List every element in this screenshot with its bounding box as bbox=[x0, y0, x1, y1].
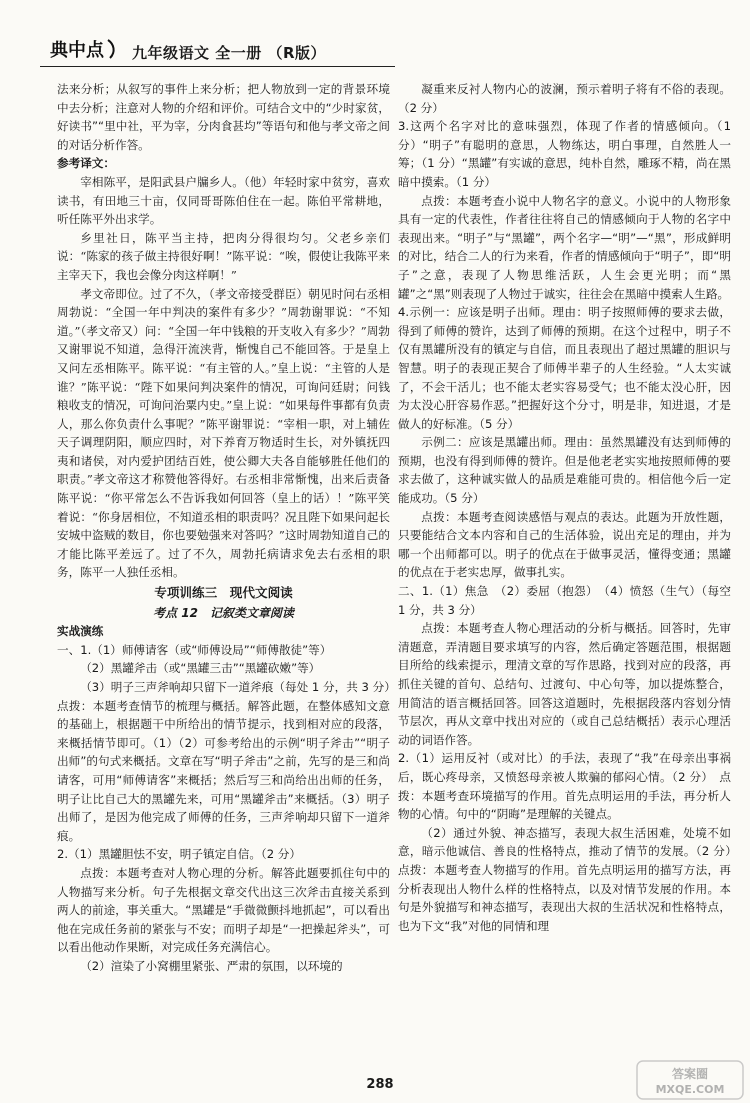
watermark-logo-icon bbox=[636, 1060, 744, 1100]
book-logo-icon bbox=[48, 36, 120, 62]
translation-paragraph-2: 乡里社日，陈平当主持，把肉分得很均匀。父老乡亲们说：“陈家的孩子做主持很好啊！”陈平说：“唉，假使让我陈平来主宰天下，我也会像分肉这样啊！” bbox=[57, 230, 390, 282]
part2-q1-answer: 二、1.（1）焦急 （2）委屈（抱怨） （4）愤怒（生气）（每空 1 分，共 3 分） bbox=[398, 584, 731, 617]
q3-answer: 3.这两个名字对比的意味强烈，体现了作者的情感倾向。（1 分）“明子”有聪明的意思，人物练达，明白事理，自然胜人一筹；（1 分）“黑罐”有实诚的意思，纯朴自然，雕琢不精，尚在黑暗中摸索。（1 分） bbox=[398, 119, 731, 189]
q1-answer-1: 一、1.（1）师傅请客（或“师傅设局”“师傅散徒”等） bbox=[57, 642, 332, 657]
book-title: 九年级语文 全一册 （R版） bbox=[132, 44, 326, 62]
right-column bbox=[398, 80, 743, 935]
kaodian-title: 考点 12 记叙类文章阅读 bbox=[153, 605, 294, 620]
section-title: 专项训练三 现代文阅读 bbox=[154, 585, 293, 601]
intro-paragraph: 法来分析；从叙写的事件上来分析；把人物放到一定的背景环境中去分析；注意对人物的介绍和评价。可结合文中的“少时家贫，好读书”“里中社，平为宰，分肉食甚均”等语句和他与孝文帝之间的对话分析作答。 bbox=[57, 82, 390, 152]
reference-translation-title: 参考译文： bbox=[57, 156, 115, 171]
q3-explanation: 点拨：本题考查小说中人物名字的意义。小说中的人物形象具有一定的代表性，作者往往将自己的情感倾向于人物的名字中表现出来。“明子”与“黑罐”，两个名字—“明”—“黑”，形成鲜明的对比，结合二人的行为来看，作者的情感倾向于“明子”，即“明子”之意，表现了人物思维活跃，人生会更光明；而“黑罐”之“黑”则表现了人物过于诚实，往往会在黑暗中摸索人生路。 bbox=[398, 193, 731, 301]
q4-example-1: 4.示例一：应该是明子出师。理由：明子按照师傅的要求去做，得到了师傅的赞许，达到了师傅的预期。在这个过程中，明子不仅有黑罐所没有的镇定与自信，而且表现出了超过黑罐的胆识与智慧。明子的表现正契合了师傅半辈子的人生经验。“人太实诚了，不会干活儿；也不能太老实容易受气；也不能太没心肝，因为太没心肝容易作恶。”把握好这个分寸，明是非，知进退，才是做人的好标准。（5 分） bbox=[398, 305, 731, 431]
q2-answer-2: （2）渲染了小窝棚里紧张、严肃的氛围，以环境的 bbox=[80, 958, 343, 973]
q2-explanation: 点拨：本题考查对人物心理的分析。解答此题要抓住句中的人物描写来分析。句子先根据文章交代出这三次斧击直接关系到两人的前途，事关重大。“黑罐是“手微微颤抖地抓起”，可以看出他在完成任务前的紧张与不安；而明子却是“一把操起斧头”，可以看出他动作果断，对完成任务充满信心。 bbox=[57, 865, 390, 955]
svg-text:典中点: 典中点 bbox=[50, 40, 104, 61]
practice-title: 实战演练 bbox=[57, 624, 104, 639]
part2-q2-answer-1: 2.（1）运用反衬（或对比）的手法，表现了“我”在母亲出事祸后，既心疼母亲，又愤怒母亲被人欺骗的郁闷心情。（2 分） 点拨：本题考查环境描写的作用。首先点明运用的手法，再分析人物的心情。句中的“阴晦”是理解的关键点。 bbox=[398, 751, 731, 822]
svg-text:MXQE.COM: MXQE.COM bbox=[655, 1083, 725, 1096]
header-rule bbox=[40, 66, 395, 67]
page-header bbox=[0, 0, 750, 62]
left-column bbox=[57, 80, 402, 976]
svg-text:答案圈: 答案圈 bbox=[671, 1067, 709, 1081]
right-top-paragraph: 凝重来反衬人物内心的波澜，预示着明子将有不俗的表现。（2 分） bbox=[398, 82, 731, 115]
q4-explanation: 点拨：本题考查阅读感悟与观点的表达。此题为开放性题，只要能结合文本内容和自己的生活体验，说出充足的理由，并为哪一个出师都可以。明子的优点在于做事灵活，懂得变通；黑罐的优点在于老实忠厚，做事扎实。 bbox=[398, 509, 731, 580]
translation-paragraph-3: 孝文帝即位。过了不久，（孝文帝接受群臣）朝见时问右丞相周勃说：“全国一年中判决的案件有多少？”周勃谢罪说：“不知道。”（孝文帝又）问：“全国一年中钱粮的开支收入有多少？”周勃又谢罪说不知道，急得汗流浃背，惭愧自己不能回答。于是皇上又问左丞相陈平。陈平说：“有主管的人。”皇上说：“主管的人是谁？”陈平说：“陛下如果问判决案件的情况，可询问廷尉；问钱粮收支的情况，可询问治粟内史。”皇上说：“如果每件事都有负责人，那么你负责什么事呢？”陈平谢罪说：“宰相一职，对上辅佐天子调理阴阳，顺应四时，对下养育万物适时生长，对外镇抚四夷和诸侯，对内爱护团结百姓，使公卿大夫各自能够胜任他们的职责。”孝文帝这才称赞他答得好。右丞相非常惭愧，出来后责备陈平说：“你平常怎么不告诉我如何回答（皇上的话）！”陈平笑着说：“你身居相位，不知道丞相的职责吗？况且陛下如果问起长安城中盗贼的数目，你也要勉强来对答吗？”这时周勃知道自己的才能比陈平差远了。过了不久，周勃托病请求免去右丞相的职务，陈平一人独任丞相。 bbox=[57, 286, 390, 580]
q1-answer-2: （2）黑罐斧击（或“黑罐三击”“黑罐砍嫩”等） bbox=[80, 661, 321, 676]
part2-q1-explanation: 点拨：本题考查人物心理活动的分析与概括。回答时，先审清题意，弄清题目要求填写的内容，然后确定答题范围，根据题目所给的线索提示，理清文章的写作思路，找到对应的段落，再抓住关键的首句、总结句、过渡句、中心句等，加以提炼整合，用简洁的语言概括回答。回答这道题时，先根据段落内容划分情节层次，再从文章中找出对应的（或自己总结概括）表示心理活动的词语作答。 bbox=[398, 621, 731, 747]
q4-example-2: 示例二：应该是黑罐出师。理由：虽然黑罐没有达到师傅的预期，也没有得到师傅的赞许。但是他老老实实地按照师傅的要求去做了，这种诚实做人的品质是难能可贵的。相信他今后一定能成功。（5 分） bbox=[398, 435, 731, 506]
part2-q2-answer-2: （2）通过外貌、神态描写，表现大叔生活困难，处境不如意，暗示他诚信、善良的性格特点，推动了情节的发展。（2 分） 点拨：本题考查人物描写的作用。首先点明运用的描写方法，再分析表现出人物什么样的性格特点，以及对情节发展的作用。本句是外貌描写和神态描写，表现出大叔的生活状况和性格特点，也为下文“我”对他的同情和理 bbox=[398, 825, 743, 933]
q1-answer-3: （3）明子三声斧响却只留下一道斧痕（每处 1 分，共 3 分） 点拨：本题考查情节的梳理与概括。解答此题，在整体感知文意的基础上，根据题干中所给出的情节提示，找到相对应的段落，来概括情节即可。（1）（2）可参考给出的示例“明子斧击”“明子出师”的句式来概括。文章在写“明子斧击”之前，先写的是三和尚请客，可用“师傅请客”来概括；然后写三和尚给出出师的任务，明子让比自己大的黑罐先来，可用“黑罐斧击”来概括。（3）明子出师了，是因为他完成了师傅的任务，三声斧响却只留下一道斧痕。 bbox=[57, 680, 402, 843]
q2-answer-1: 2.（1）黑罐胆怯不安，明子镇定自信。（2 分） bbox=[57, 847, 301, 862]
page-number: 288 bbox=[366, 1077, 394, 1092]
translation-paragraph-1: 宰相陈平，是阳武县户牖乡人。（他）年轻时家中贫穷，喜欢读书，有田地三十亩，仅同哥哥陈伯住在一起。陈伯平常耕地，听任陈平外出求学。 bbox=[57, 174, 390, 227]
